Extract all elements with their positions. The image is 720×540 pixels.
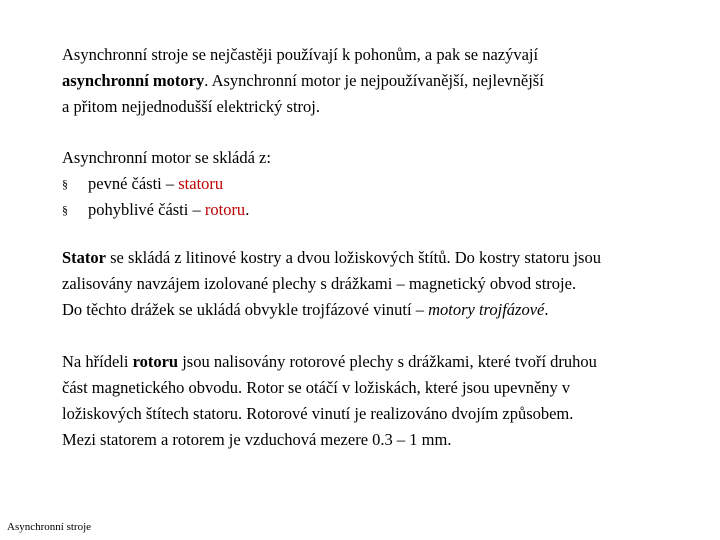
stator-line-3-start: Do těchto drážek se ukládá obvykle trojfázové vinutí – — [62, 300, 429, 319]
composition-section — [62, 145, 662, 223]
intro-line-3: a přitom nejjednodušší elektrický stroj. — [62, 97, 320, 116]
list-item — [62, 171, 662, 197]
stator-italic-term: motory trojfázové — [428, 300, 545, 319]
intro-paragraph — [62, 42, 662, 120]
list-item-term: rotoru — [204, 200, 246, 219]
slide-content — [62, 42, 662, 453]
rotor-line-1-rest: jsou nalisovány rotorové plechy s drážkami, které tvoří druhou — [178, 352, 597, 371]
list-item-prefix: pohyblivé části – — [88, 200, 205, 219]
stator-paragraph — [62, 245, 662, 323]
rotor-line-1-start: Na hřídeli — [62, 352, 133, 371]
intro-bold-term: asynchronní motory — [62, 71, 205, 90]
stator-line-3-end: . — [544, 300, 549, 319]
bullet-icon: § — [62, 203, 68, 217]
composition-heading: Asynchronní motor se skládá z: — [62, 148, 271, 167]
rotor-line-2: část magnetického obvodu. Rotor se otáčí v ložiskách, které jsou upevněny v — [62, 378, 571, 397]
rotor-bold-term: rotoru — [132, 352, 179, 371]
rotor-line-3: ložiskových štítech statoru. Rotorové vinutí je realizováno dvojím způsobem. — [62, 404, 574, 423]
stator-line-2: zalisovány navzájem izolované plechy s drážkami – magnetický obvod stroje. — [62, 274, 577, 293]
list-item-term: statoru — [178, 174, 224, 193]
rotor-paragraph — [62, 349, 662, 453]
list-item-prefix: pevné části – — [88, 174, 179, 193]
rotor-line-4: Mezi statorem a rotorem je vzduchová mezere 0.3 – 1 mm. — [62, 430, 452, 449]
stator-bold-term: Stator — [62, 248, 106, 267]
list-item — [62, 197, 662, 223]
list-item-suffix: . — [245, 200, 250, 219]
intro-line-2-rest: . Asynchronní motor je nejpoužívanější, nejlevnější — [204, 71, 544, 90]
intro-line-1: Asynchronní stroje se nejčastěji používají k pohonům, a pak se nazývají — [62, 45, 539, 64]
composition-list — [62, 171, 662, 223]
bullet-icon: § — [62, 177, 68, 191]
footer-label: Asynchronní stroje — [7, 521, 92, 533]
stator-line-1-rest: se skládá z litinové kostry a dvou ložiskových štítů. Do kostry statoru jsou — [106, 248, 601, 267]
